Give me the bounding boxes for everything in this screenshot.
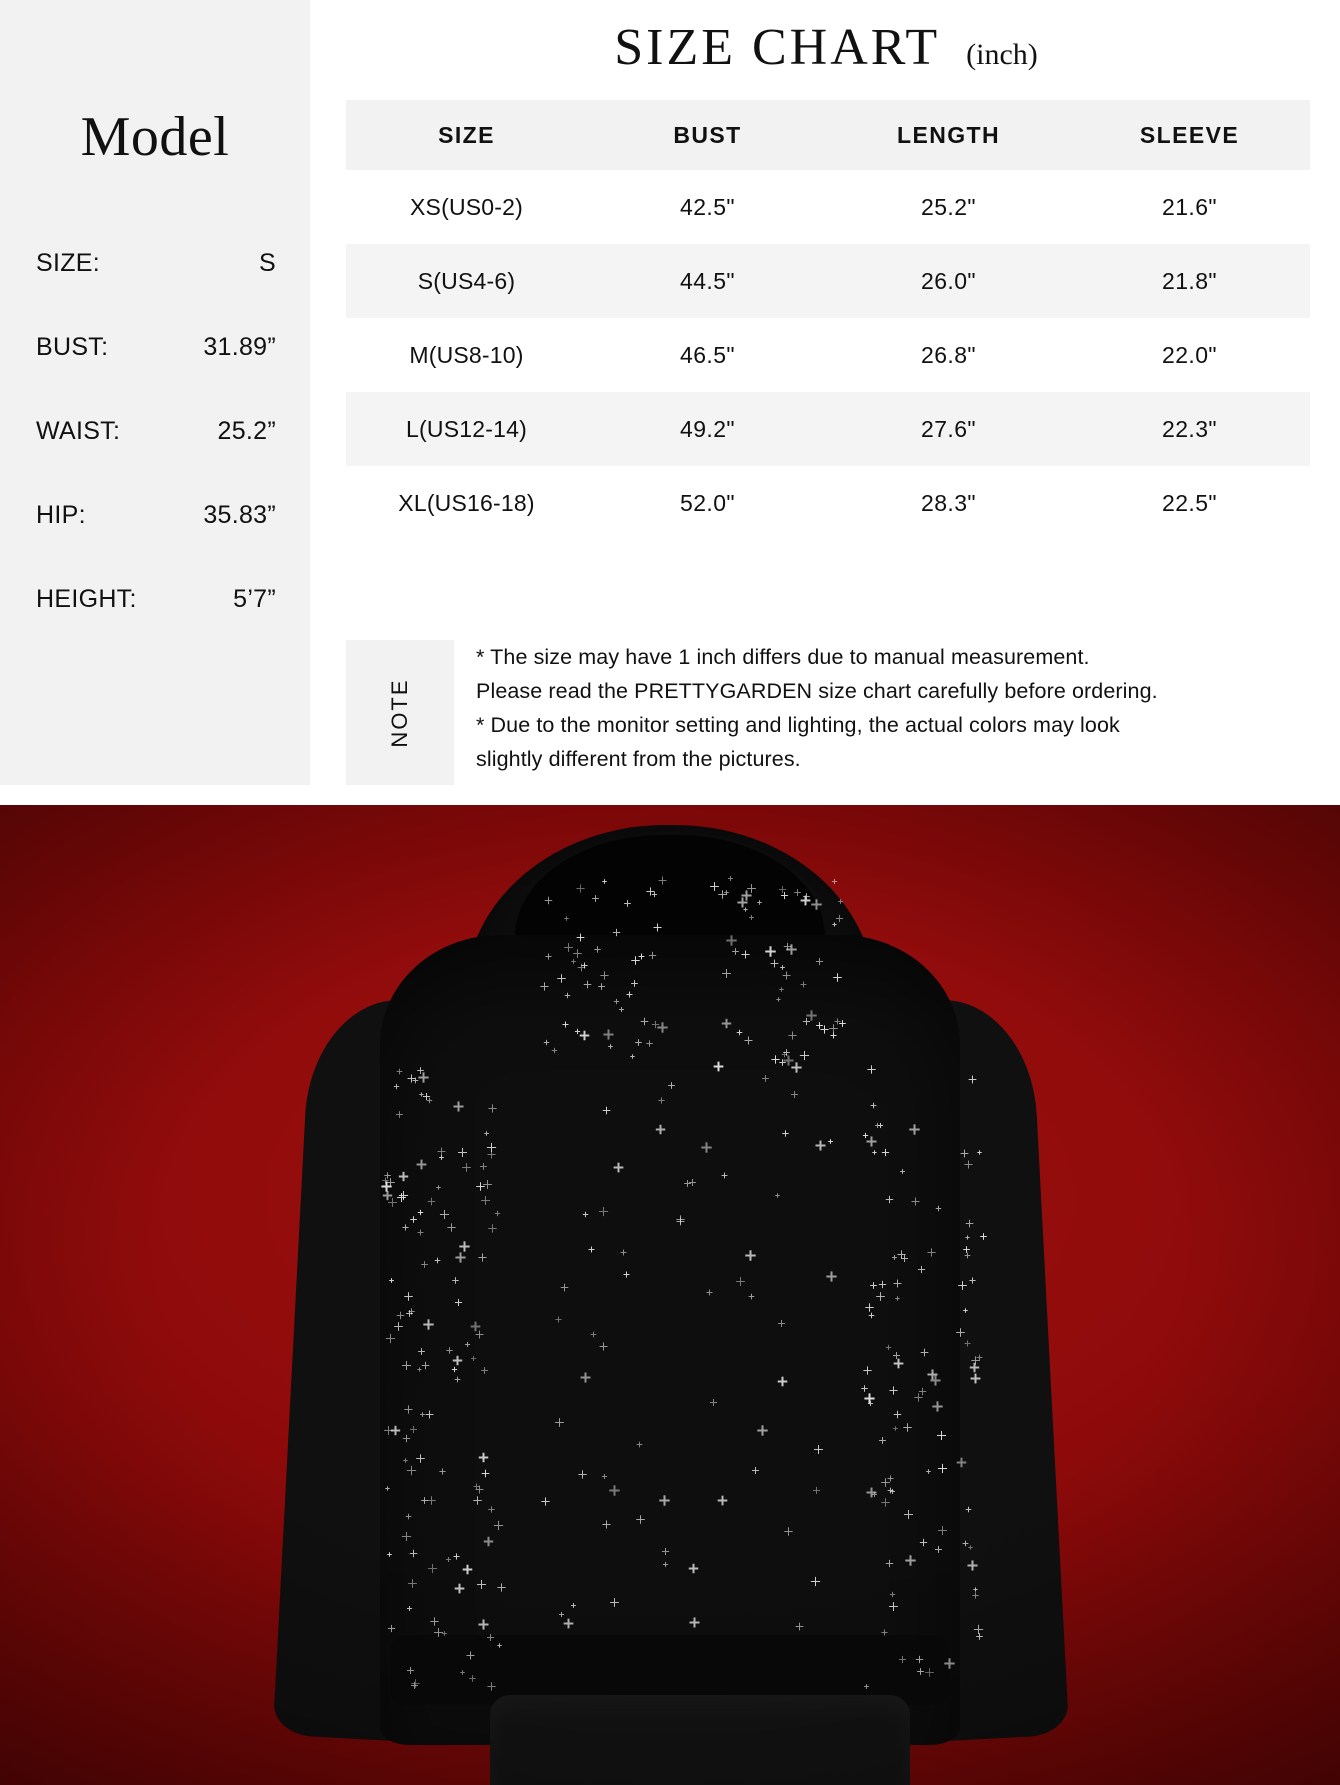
table-row — [346, 318, 1310, 392]
cell-bust: 49.2" — [587, 392, 828, 466]
cell-bust: 44.5" — [587, 244, 828, 318]
model-bust-label: BUST: — [36, 333, 109, 361]
cell-sleeve: 22.5" — [1069, 466, 1310, 540]
product-photo — [0, 805, 1340, 1785]
model-bust-value: 31.89” — [203, 333, 276, 361]
cell-length: 28.3" — [828, 466, 1069, 540]
cell-size: XS(US0-2) — [346, 170, 587, 244]
model-measurements-list — [0, 249, 310, 614]
cell-bust: 52.0" — [587, 466, 828, 540]
cell-size: XL(US16-18) — [346, 466, 587, 540]
size-chart-unit: (inch) — [966, 38, 1038, 71]
model-hip-label: HIP: — [36, 501, 86, 529]
note-line-3: * Due to the monitor setting and lighting, the actual colors may look — [476, 713, 1120, 737]
table-row — [346, 244, 1310, 318]
photo-vignette — [0, 805, 1340, 1785]
cell-length: 27.6" — [828, 392, 1069, 466]
model-hip-value: 35.83” — [203, 501, 276, 529]
table-header-row — [346, 100, 1310, 170]
model-height-value: 5’7” — [233, 585, 276, 613]
size-chart-title: SIZE CHART — [614, 19, 941, 76]
cell-size: L(US12-14) — [346, 392, 587, 466]
cell-sleeve: 22.0" — [1069, 318, 1310, 392]
cell-bust: 42.5" — [587, 170, 828, 244]
cell-sleeve: 21.8" — [1069, 244, 1310, 318]
model-measurement-bust — [36, 333, 276, 362]
model-waist-label: WAIST: — [36, 417, 121, 445]
table-row — [346, 170, 1310, 244]
column-header-sleeve: SLEEVE — [1069, 100, 1310, 170]
note-line-2: Please read the PRETTYGARDEN size chart carefully before ordering. — [476, 679, 1158, 703]
column-header-size: SIZE — [346, 100, 587, 170]
cell-length: 25.2" — [828, 170, 1069, 244]
cell-bust: 46.5" — [587, 318, 828, 392]
size-chart-section — [0, 0, 1340, 805]
cell-sleeve: 21.6" — [1069, 170, 1310, 244]
cell-length: 26.8" — [828, 318, 1069, 392]
size-chart-heading — [346, 18, 1306, 77]
table-row — [346, 392, 1310, 466]
table-row — [346, 466, 1310, 540]
model-panel-title: Model — [80, 106, 230, 168]
column-header-bust: BUST — [587, 100, 828, 170]
note-text — [454, 640, 1158, 785]
model-measurement-height — [36, 585, 276, 614]
model-measurement-size — [36, 249, 276, 278]
model-waist-value: 25.2” — [217, 417, 276, 445]
model-size-value: S — [259, 249, 276, 277]
model-info-panel — [0, 0, 310, 785]
model-measurement-waist — [36, 417, 276, 446]
note-block — [346, 640, 1311, 785]
model-size-label: SIZE: — [36, 249, 101, 277]
model-height-label: HEIGHT: — [36, 585, 137, 613]
note-line-4: slightly different from the pictures. — [476, 747, 801, 771]
cell-size: S(US4-6) — [346, 244, 587, 318]
column-header-length: LENGTH — [828, 100, 1069, 170]
cell-sleeve: 22.3" — [1069, 392, 1310, 466]
cell-length: 26.0" — [828, 244, 1069, 318]
cell-size: M(US8-10) — [346, 318, 587, 392]
size-chart-table — [346, 100, 1310, 540]
note-badge — [346, 640, 454, 785]
note-badge-label: NOTE — [387, 677, 412, 748]
model-measurement-hip — [36, 501, 276, 530]
note-line-1: * The size may have 1 inch differs due to manual measurement. — [476, 645, 1090, 669]
